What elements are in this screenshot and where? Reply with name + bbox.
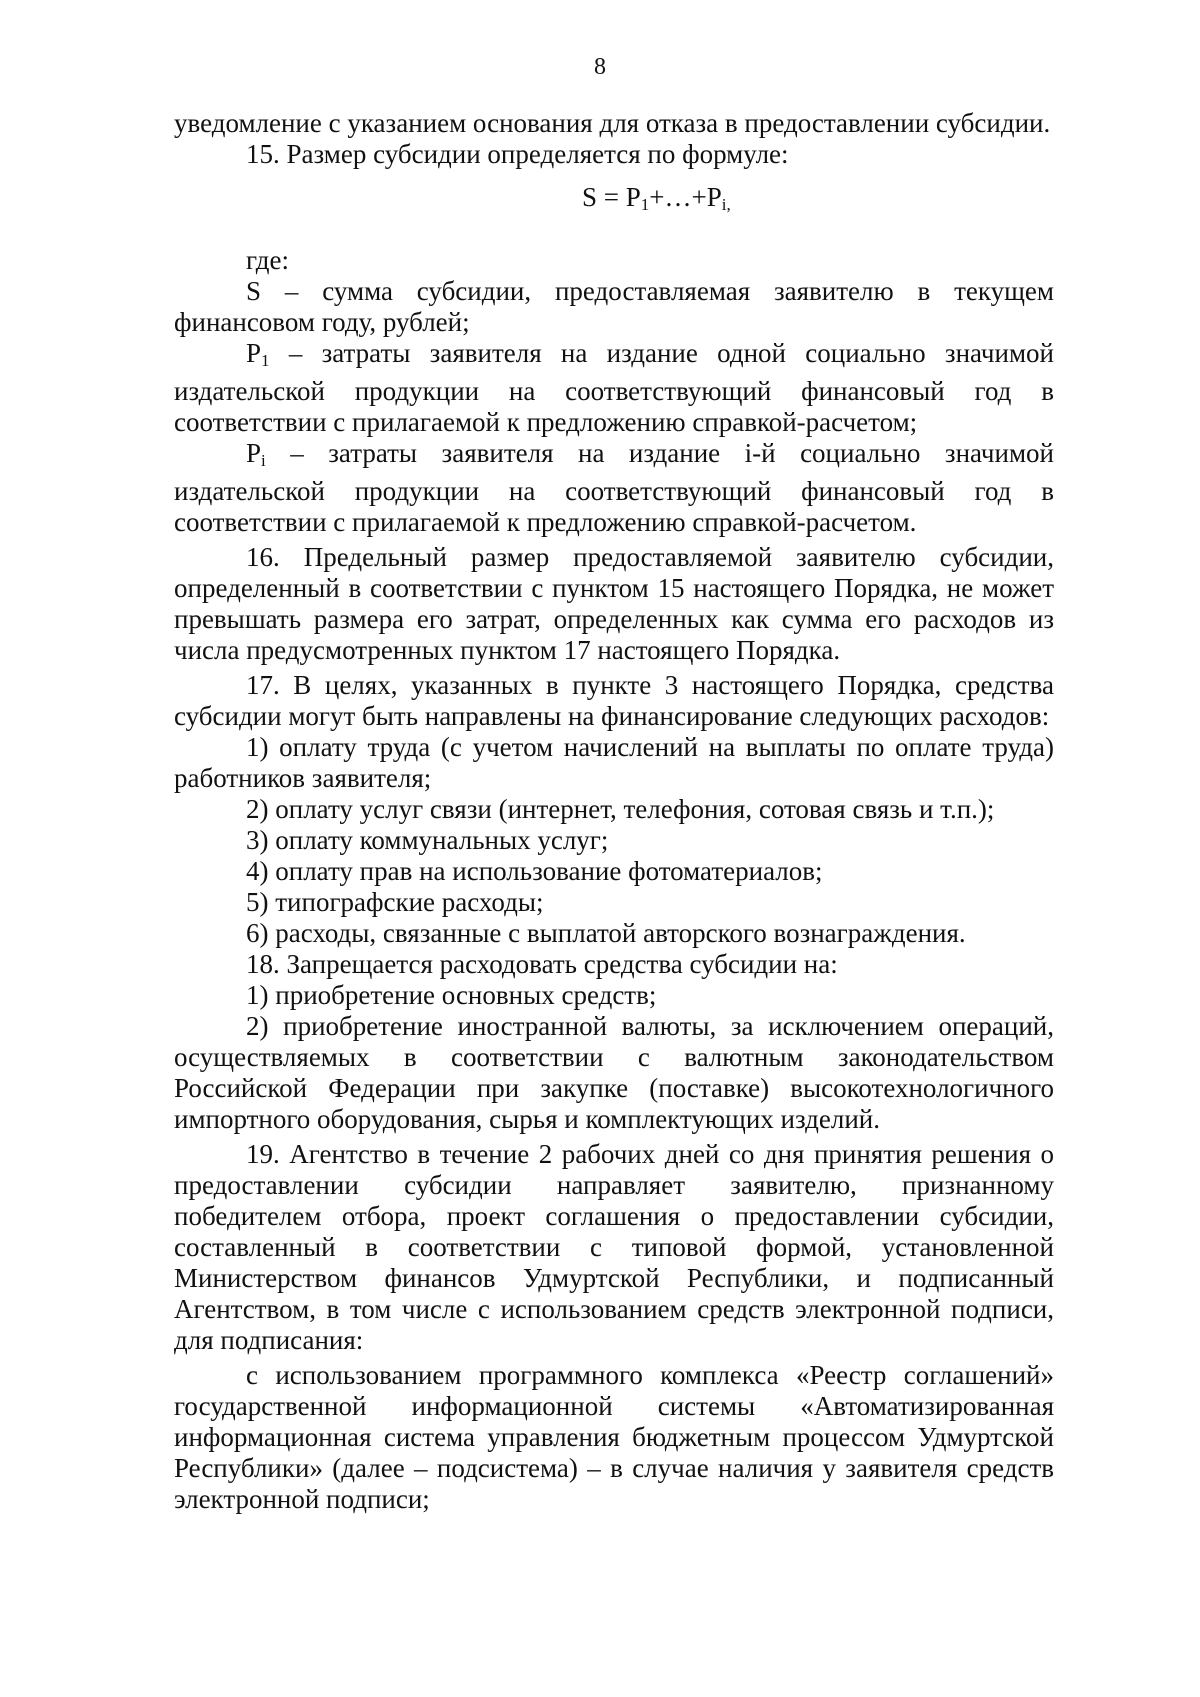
paragraph-notification-end: уведомление с указанием основания для отказа в предоставлении субсидии. xyxy=(174,108,1051,138)
formula-sub-i: i, xyxy=(721,195,731,214)
formula-sub-1: 1 xyxy=(640,195,650,214)
list-item-17-6: 6) расходы, связанные с выплатой авторского вознаграждения. xyxy=(246,918,966,948)
pi-symbol: P xyxy=(246,438,262,468)
p1-symbol: P xyxy=(246,338,262,368)
formula xyxy=(174,182,1054,220)
p1-subscript: 1 xyxy=(261,351,270,370)
where-label: где: xyxy=(246,245,289,275)
definition-s: S – сумма субсидии, предоставляемая заявителю в текущем финансовом году, рублей; xyxy=(174,276,1054,337)
paragraph-17: 17. В целях, указанных в пункте 3 настоящего Порядка, средства субсидии могут быть направлены на финансирование следующих расходов: xyxy=(174,670,1054,731)
definition-p1 xyxy=(174,338,1054,438)
definition-pi xyxy=(174,438,1054,538)
list-item-18-2: 2) приобретение иностранной валюты, за исключением операций, осуществляемых в соответствии с валютным законодательством Российской Федерации при закупке (поставке) высокотехнологичного импортного оборудования, сырья и комплектующих изделий. xyxy=(174,1011,1054,1134)
list-item-17-2: 2) оплату услуг связи (интернет, телефония, сотовая связь и т.п.); xyxy=(246,794,995,824)
list-item-17-3: 3) оплату коммунальных услуг; xyxy=(246,825,609,855)
pi-subscript: i xyxy=(261,451,266,470)
pi-text: – затраты заявителя на издание i-й социально значимой издательской продукции на соответствующий финансовый год в соответствии с прилагаемой к предложению справкой-расчетом. xyxy=(174,438,1054,537)
p1-text: – затраты заявителя на издание одной социально значимой издательской продукции на соответствующий финансовый год в соответствии с прилагаемой к предложению справкой-расчетом; xyxy=(174,338,1054,437)
formula-lhs: S = P xyxy=(582,182,641,212)
list-item-18-1: 1) приобретение основных средств; xyxy=(246,980,657,1010)
paragraph-19-subpoint: с использованием программного комплекса «Реестр соглашений» государственной информационной системы «Автоматизированная информационная система управления бюджетным процессом Удмуртской Республики» (далее – подсистема) – в случае наличия у заявителя средств электронной подписи; xyxy=(174,1360,1054,1514)
paragraph-15: 15. Размер субсидии определяется по формуле: xyxy=(246,139,789,169)
page-number: 8 xyxy=(594,54,606,80)
formula-mid: +…+P xyxy=(649,182,722,212)
document-body xyxy=(174,108,1054,1515)
paragraph-16: 16. Предельный размер предоставляемой заявителю субсидии, определенный в соответствии с пунктом 15 настоящего Порядка, не может превышать размера его затрат, определенных как сумма его расходов из числа предусмотренных пунктом 17 настоящего Порядка. xyxy=(174,542,1054,665)
list-item-17-4: 4) оплату прав на использование фотоматериалов; xyxy=(246,856,823,886)
list-item-17-1: 1) оплату труда (с учетом начислений на выплаты по оплате труда) работников заявителя; xyxy=(174,732,1054,793)
list-item-17-5: 5) типографские расходы; xyxy=(246,887,544,917)
paragraph-19: 19. Агентство в течение 2 рабочих дней со дня принятия решения о предоставлении субсидии направляет заявителю, признанному победителем отбора, проект соглашения о предоставлении субсидии, составленный в соответствии с типовой формой, установленной Министерством финансов Удмуртской Республики, и подписанный Агентством, в том числе с использованием средств электронной подписи, для подписания: xyxy=(174,1139,1054,1355)
paragraph-18: 18. Запрещается расходовать средства субсидии на: xyxy=(246,949,838,979)
